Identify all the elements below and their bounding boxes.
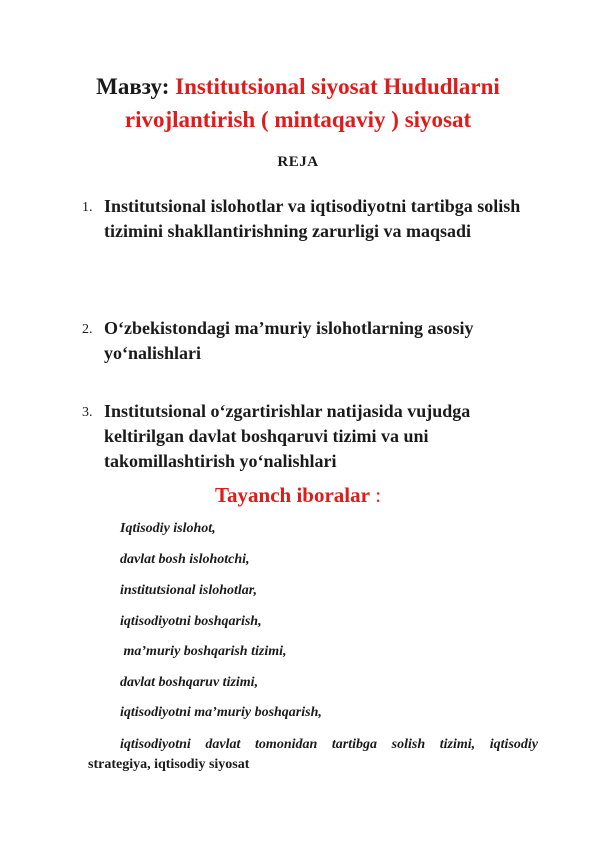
keyword-item: davlat boshqaruv tizimi,: [120, 675, 259, 690]
keyword-item: iqtisodiyotni ma’muriy boshqarish,: [120, 705, 322, 720]
keywords-heading-text: Tayanch iboralar: [214, 483, 370, 507]
plan-item-text: O‘zbekistondagi ma’muriy islohotlarning asosiy yo‘nalishlari: [104, 318, 474, 363]
keywords-heading-colon: :: [369, 483, 382, 507]
keyword-item: iqtisodiyotni boshqarish,: [120, 614, 262, 629]
title-line-1: Institutsional siyosat Hududlarni: [175, 74, 500, 99]
keyword-item: davlat bosh islohotchi,: [120, 552, 250, 567]
keyword-item: institutsional islohotlar,: [120, 583, 257, 598]
plan-heading: REJA: [277, 154, 319, 170]
keyword-item: Iqtisodiy islohot,: [120, 521, 216, 536]
plan-item-number: 2.: [82, 322, 93, 337]
title-prefix: Мавзу:: [96, 74, 176, 99]
title-line-2: rivojlantirish ( mintaqaviy ) siyosat: [124, 107, 472, 132]
keyword-paragraph: [88, 735, 538, 775]
plan-item-number: 1.: [82, 200, 93, 215]
plan-item-3: [82, 399, 522, 474]
plan-item-text: Institutsional o‘zgartirishlar natijasida vujudga keltirilgan davlat boshqaruvi tizimi va uni takomillashtirish yo‘nalishlari: [104, 401, 471, 471]
page-title: [40, 70, 556, 136]
keywords-heading: [0, 483, 596, 508]
plan-item-number: 3.: [82, 405, 93, 420]
keyword-item: ma’muriy boshqarish tizimi,: [120, 644, 287, 659]
plan-item-1: [82, 194, 522, 244]
plan-item-text: Institutsional islohotlar va iqtisodiyotni tartibga solish tizimini shakllantirishning zarurligi va maqsadi: [104, 196, 521, 241]
keyword-paragraph-line-2: strategiya, iqtisodiy siyosat: [88, 757, 250, 772]
keyword-paragraph-line-1: iqtisodiyotni davlat tomonidan tartibga solish tizimi, iqtisodiy: [120, 737, 538, 752]
plan-item-2: [82, 316, 522, 366]
